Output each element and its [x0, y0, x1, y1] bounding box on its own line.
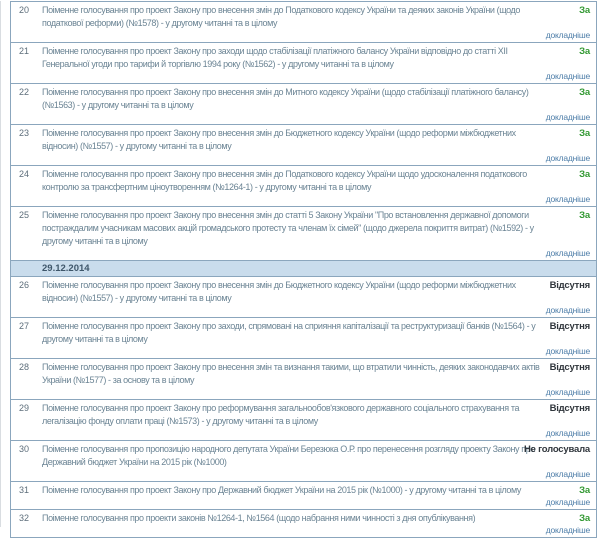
- row-number: 32: [19, 513, 30, 523]
- row-body: [42, 402, 596, 439]
- details-link[interactable]: докладніше: [545, 194, 590, 204]
- vote-description: Поіменне голосування про проекти законів №1264-1, №1564 (щодо набрання ними чинності з дня опублікування): [42, 513, 476, 523]
- details-link[interactable]: докладніше: [545, 387, 590, 397]
- vote-description: Поіменне голосування про проект Закону про заходи, спрямовані на сприяння капіталізації та реструктуризації банків (№1564) - у другому читанні та в цілому: [42, 321, 536, 344]
- row-number: 20: [19, 5, 30, 15]
- details-link[interactable]: докладніше: [545, 305, 590, 315]
- vote-result-badge: За: [579, 87, 590, 98]
- row-body: [42, 168, 596, 205]
- row-body: [42, 512, 596, 536]
- vote-description: Поіменне голосування про проект Закону про внесення змін до Податкового кодексу України та деяких законів України (щодо податкової реформи) (№1578) - у другому читанні та в цілому: [42, 5, 521, 28]
- vote-description: Поіменне голосування про проект Закону про внесення змін до Митного кодексу України (щодо стабілізації платіжного балансу) (№1563) - у другому читанні та в цілому: [42, 87, 529, 110]
- vote-result-badge: Відсутня: [549, 362, 590, 373]
- table-row: [11, 318, 596, 359]
- date-separator: 29.12.2014: [11, 261, 596, 277]
- row-number: 25: [19, 210, 30, 220]
- vote-description: Поіменне голосування про проект Закону про внесення змін до Бюджетного кодексу України (щодо реформи міжбюджетних відносин) (№1557) - у другому читанні та в цілому: [42, 280, 516, 303]
- row-body: [42, 361, 596, 398]
- vote-result-badge: Відсутня: [549, 280, 590, 291]
- table-row: [11, 359, 596, 400]
- vote-description: Поіменне голосування про проект Закону про заходи щодо стабілізації платіжного балансу України відповідно до статті XII Генеральної угоди про тарифи й торгівлю 1994 року (№1562) - у другому читанні та в цілому: [42, 46, 508, 69]
- table-row: [11, 510, 596, 538]
- vote-result-badge: За: [579, 513, 590, 524]
- table-row: [11, 166, 596, 207]
- vote-description: Поіменне голосування про проект Закону про Державний бюджет України на 2015 рік (№1000) - у другому читанні та в цілому: [42, 485, 521, 495]
- vote-description: Поіменне голосування про проект Закону про внесення змін та визнання такими, що втратили чинність, деяких законодавчих актів України (№1577) - за основу та в цілому: [42, 362, 540, 385]
- row-body: [42, 45, 596, 82]
- table-row: [11, 400, 596, 441]
- details-link[interactable]: докладніше: [545, 497, 590, 507]
- details-link[interactable]: докладніше: [545, 428, 590, 438]
- table-row: [11, 125, 596, 166]
- roll-call-votes-page: [0, 1, 600, 535]
- row-number: 23: [19, 128, 30, 138]
- vote-result-badge: Відсутня: [549, 321, 590, 332]
- vote-result-badge: За: [579, 46, 590, 57]
- vote-description: Поіменне голосування про проект Закону про внесення змін до Податкового кодексу України щодо удосконалення податкового контролю за трансфертним ціноутворенням (№1264-1) - у другому читанні та в цілому: [42, 169, 527, 192]
- row-body: [42, 279, 596, 316]
- details-link[interactable]: докладніше: [545, 248, 590, 258]
- vote-description: Поіменне голосування про проект Закону про реформування загальнообов'язкового державного соціального страхування та легалізацію фонду оплати праці (№1573) - у другому читанні та в цілому: [42, 403, 520, 426]
- vote-description: Поіменне голосування про проект Закону про внесення змін до Бюджетного кодексу України (щодо реформи міжбюджетних відносин) (№1557) - у другому читанні та в цілому: [42, 128, 516, 151]
- table-row: [11, 482, 596, 510]
- row-body: [42, 443, 596, 480]
- row-body: [42, 127, 596, 164]
- row-number: 27: [19, 321, 30, 331]
- votes-table: [10, 1, 597, 538]
- table-row: [11, 2, 596, 43]
- vote-result-badge: За: [579, 5, 590, 16]
- vote-result-badge: За: [579, 128, 590, 139]
- row-body: [42, 320, 596, 357]
- row-number: 22: [19, 87, 30, 97]
- row-number: 21: [19, 46, 30, 56]
- details-link[interactable]: докладніше: [545, 71, 590, 81]
- vote-result-badge: Відсутня: [549, 403, 590, 414]
- row-number: 29: [19, 403, 30, 413]
- details-link[interactable]: докладніше: [545, 346, 590, 356]
- details-link[interactable]: докладніше: [545, 112, 590, 122]
- table-row: [11, 207, 596, 261]
- row-number: 31: [19, 485, 30, 495]
- row-body: [42, 484, 596, 508]
- row-number: 30: [19, 444, 30, 454]
- row-number: 26: [19, 280, 30, 290]
- details-link[interactable]: докладніше: [545, 469, 590, 479]
- row-number: 24: [19, 169, 30, 179]
- details-link[interactable]: докладніше: [545, 525, 590, 535]
- vote-description: Поіменне голосування про проект Закону про внесення змін до статті 5 Закону України "Про встановлення державної допомоги постраждалим учасникам масових акцій громадського протесту та членам їх сімей" (щодо джерела покриття витрат) (№1592) - у другому читанні та в цілому: [42, 210, 534, 246]
- vote-result-badge: За: [579, 210, 590, 221]
- table-row: [11, 84, 596, 125]
- row-body: [42, 209, 596, 259]
- row-body: [42, 86, 596, 123]
- details-link[interactable]: докладніше: [545, 153, 590, 163]
- table-row: [11, 277, 596, 318]
- vote-result-badge: За: [579, 169, 590, 180]
- row-body: [42, 4, 596, 41]
- row-number: 28: [19, 362, 30, 372]
- vote-result-badge: Не голосувала: [523, 444, 590, 455]
- details-link[interactable]: докладніше: [545, 30, 590, 40]
- table-row: [11, 441, 596, 482]
- vote-description: Поіменне голосування про пропозицію народного депутата України Березюка О.Р. про перенесення розгляду проекту Закону про Державний бюджет України на 2015 рік (№1000): [42, 444, 535, 467]
- table-row: [11, 43, 596, 84]
- vote-result-badge: За: [579, 485, 590, 496]
